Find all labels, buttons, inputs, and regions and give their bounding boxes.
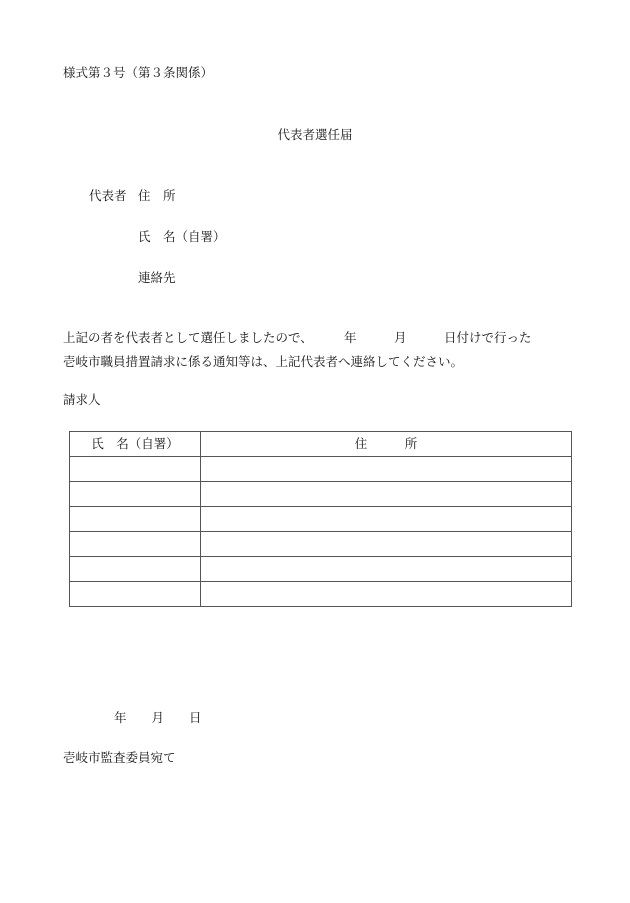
table-row [70,582,572,607]
claimants-table [69,431,572,607]
table-header-row [70,432,572,457]
address-column-header: 住 所 [201,432,572,457]
table-cell-name [70,482,201,507]
table-row [70,507,572,532]
address-label: 住 所 [138,188,176,203]
claimants-label: 請求人 [63,392,101,407]
table-cell-address [201,507,572,532]
table-row [70,532,572,557]
table-row [70,557,572,582]
representative-label: 代表者 [89,188,127,203]
table-cell-address [201,532,572,557]
name-label: 氏 名（自署） [138,229,226,244]
table-cell-address [201,582,572,607]
table-cell-address [201,457,572,482]
table-row [70,482,572,507]
table-cell-address [201,482,572,507]
table-row [70,457,572,482]
table-cell-name [70,582,201,607]
body-text-line-2: 壱岐市職員措置請求に係る通知等は、上記代表者へ連絡してください。 [63,354,464,369]
table-cell-name [70,557,201,582]
body-text-line-1: 上記の者を代表者として選任しましたので、 年 月 日付けで行った [63,330,532,345]
table-cell-name [70,532,201,557]
name-column-header: 氏 名（自署） [70,432,201,457]
document-title: 代表者選任届 [277,127,353,142]
table-cell-name [70,507,201,532]
addressee: 壱岐市監査委員宛て [63,750,176,765]
contact-label: 連絡先 [138,270,176,285]
table-cell-address [201,557,572,582]
form-number: 様式第３号（第３条関係） [63,65,214,80]
date-line: 年 月 日 [114,710,202,725]
table-cell-name [70,457,201,482]
